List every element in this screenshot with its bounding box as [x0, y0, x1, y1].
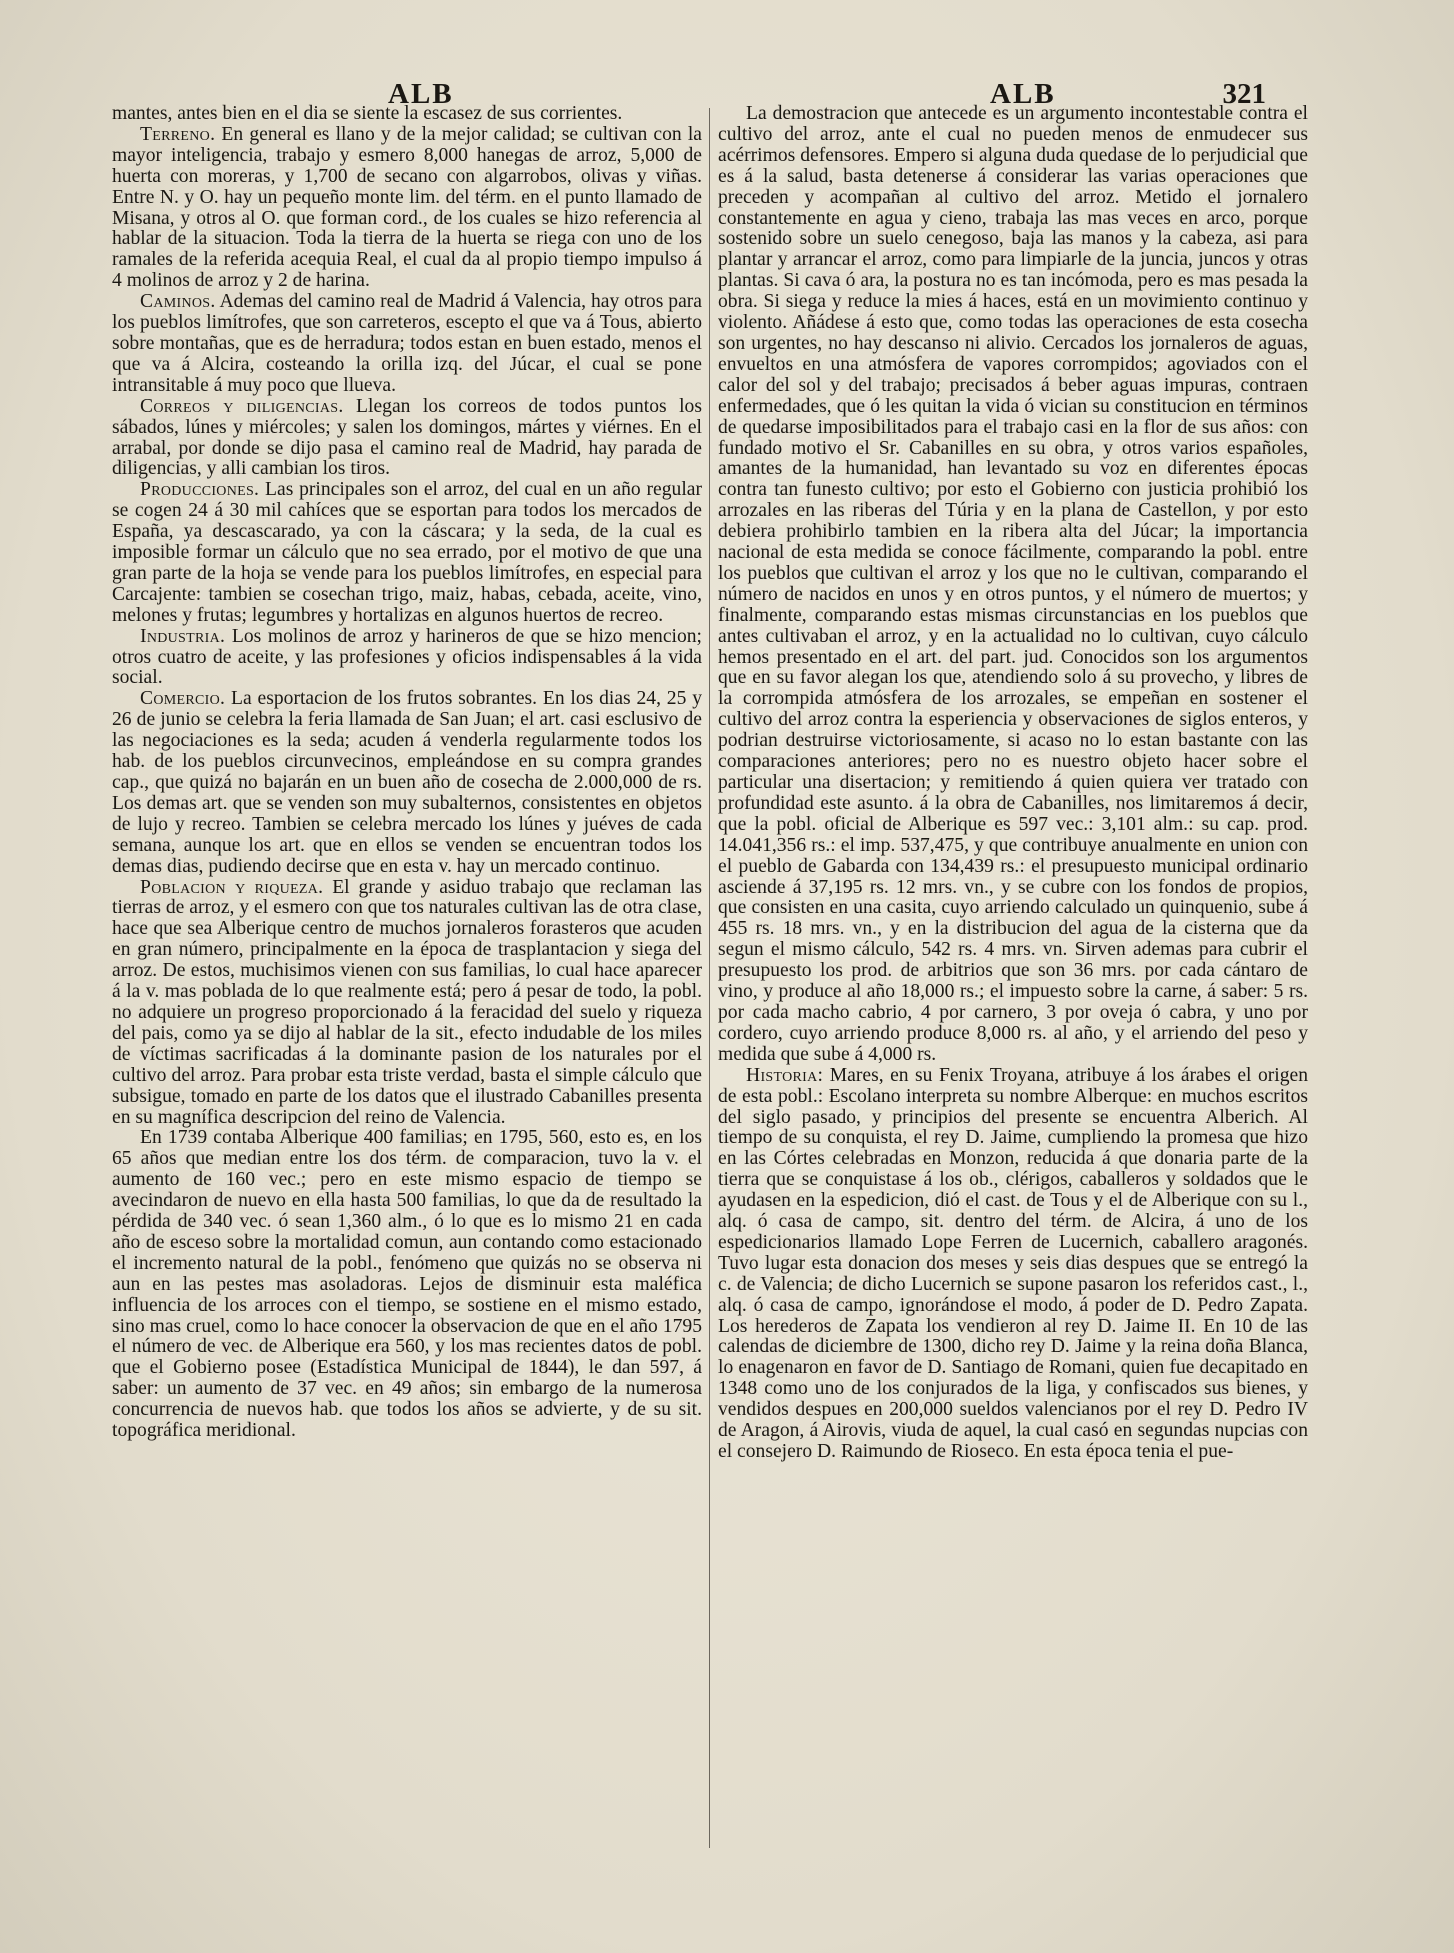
- paragraph: [112, 125, 702, 292]
- page-number: 321: [1222, 78, 1266, 110]
- paragraph-text: El grande y asiduo trabajo que reclaman las tierras de arroz, y el esmero con que tos naturales cultivan las de otra clase, hace que sea Alberique centro de muchos jornaleros forasteros que acuden en gran número, principalmente en la época de trasplantacion y siega del arroz. De estos, muchisimos vienen con sus familias, lo cual hace aparecer á la v. mas poblada de lo que realmente está; pero á pesar de todo, la pobl. no adquiere un progreso proporcionado á la feracidad del suelo y riqueza del pais, como ya se dijo al hablar de la sit., efecto indudable de los miles de víctimas sacrificadas á la dominante pasion de los naturales por el cultivo del arroz. Para probar esta triste verdad, basta el simple cálculo que subsigue, tomado en parte de los datos que el ilustrado Cabanilles presenta en su magnífica descripcion del reino de Valencia.: [112, 876, 702, 1128]
- right-column: [718, 104, 1308, 1463]
- paragraph: [112, 292, 702, 397]
- paragraph-text: Ademas del camino real de Madrid á Valencia, hay otros para los pueblos limítrofes, que son carreteros, escepto el que va á Tous, abierto sobre montañas, que es de herradura; todos estan en buen estado, menos el que va á Alcira, costeando la orilla izq. del Júcar, el cual se pone intransitable á muy poco que llueva.: [112, 291, 702, 396]
- paragraph: [112, 627, 702, 690]
- running-head-right: ALB: [990, 78, 1056, 110]
- paragraph-text: En general es llano y de la mejor calidad; se cultivan con la mayor inteligencia, trabajo y esmero 8,000 hanegas de arroz, 5,000 de huerta con moreras, y 1,700 de secano con algarrobos, olivas y viñas. Entre N. y O. hay un pequeño monte lim. del térm. en el punto llamado de Misana, y otros al O. que forman cord., de los cuales se hizo referencia al hablar de la situacion. Toda la tierra de la huerta se riega con uno de los ramales de la referida acequia Real, el cual da al propio tiempo impulso á 4 molinos de arroz y 2 de harina.: [112, 123, 702, 292]
- left-column: [112, 104, 702, 1442]
- section-heading: Terreno.: [140, 123, 216, 145]
- paragraph-text: La demostracion que antecede es un argumento incontestable contra el cultivo del arroz, ante el cual no pueden menos de enmudecer sus acérrimos defensores. Empero si alguna duda quedase de lo perjudicial que es á la salud, basta detenerse á considerar las varias operaciones que preceden y acompañan al cultivo del arroz. Metido el jornalero constantemente en agua y cieno, trabaja las mas veces en arco, porque sostenido sobre un suelo cenegoso, baja las manos y la cabeza, asi para plantar y arrancar el arroz, como para limpiarle de la juncia, juncos y otras plantas. Si cava ó ara, la postura no es tan incómoda, pero es mas pesada la obra. Si siega y reduce la mies á haces, está en un movimiento continuo y violento. Añádese á esto que, como todas las operaciones de esta cosecha son urgentes, no hay descanso ni alivio. Cercados los jornaleros de aguas, envueltos en una atmósfera de vapores corrompidos; agoviados con el calor del sol y del trabajo; precisados á beber aguas impuras, contraen enfermedades, que ó les quitan la vida ó vician su constitucion en términos de quedarse imposibilitados para el trabajo casi en la flor de sus años: con fundado motivo el Sr. Cabanilles en su obra, y otros varios españoles, amantes de la humanidad, han levantado su voz en diferentes épocas contra tan funesto cultivo; por esto el Gobierno con justicia prohibió los arrozales en las riberas del Túria y en la plana de Castellon, y por esto debiera prohibirlo tambien en la ribera alta del Júcar; la importancia nacional de esta medida se conoce fácilmente, comparando la pobl. entre los pueblos que cultivan el arroz y los que no le cultivan, comparando el número de nacidos en unos y en otros puntos, y el número de muertos; y finalmente, comparando estas mismas circunstancias en los pueblos que antes cultivaban el arroz, y en la actualidad no lo cultivan, cuyo cálculo hemos presentado en el art. del part. jud. Conocidos son los argumentos que en su favor alegan los que, atendiendo solo á su provecho, y libres de la corrompida atmósfera de los arrozales, se empeñan en sostener el cultivo del arroz contra la esperiencia y observaciones de siglos enteros, y podrian destruirse victoriosamente, si acaso no lo estan bastante con las comparaciones anteriores; pero no es nuestro objeto hacer sobre el particular una disertacion; y remitiendo á quien quiera ver tratado con profundidad este asunto. á la obra de Cabanilles, nos limitaremos á decir, que la pobl. oficial de Alberique es 597 vec.: 3,101 alm.: su cap. prod. 14.041,356 rs.: el imp. 537,475, y que contribuye anualmente en union con el pueblo de Gabarda con 134,439 rs.: el presupuesto municipal ordinario asciende á 37,195 rs. 12 mrs. vn., y se cubre con los fondos de propios, que consisten en una casita, cuyo arriendo calculado un quinquenio, sube á 455 rs. 18 mrs. vn., y en la distribucion del agua de la cisterna que da segun el mismo cálculo, 542 rs. 4 mrs. vn. Sirven ademas para cubrir el presupuesto los prod. de arbitrios que son 36 mrs. por cada cántaro de vino, y produce al año 18,000 rs.; el impuesto sobre la carne, á saber: 5 rs. por cada macho cabrio, 4 por carnero, 3 por oveja ó cabra, y uno por cordero, cuyo arriendo produce 8,000 rs. al año, y el arriendo del peso y medida que sube á 4,000 rs.: [718, 103, 1308, 1065]
- paragraph: [112, 480, 702, 626]
- paragraph-text: Llegan los correos de todos puntos los sábados, lúnes y miércoles; y salen los domingos, mártes y viérnes. En el arrabal, por donde se dijo pasa el camino real de Madrid, hay parada de diligencias, y alli cambian los tiros.: [112, 395, 702, 480]
- section-heading: Correos y diligencias.: [140, 395, 344, 417]
- section-heading: Industria.: [140, 625, 226, 647]
- paragraph: [718, 104, 1308, 1066]
- paragraph: [718, 1066, 1308, 1463]
- paragraph: [112, 104, 702, 125]
- paragraph-text: En 1739 contaba Alberique 400 familias; en 1795, 560, esto es, en los 65 años que median entre los dos térm. de comparacion, tuvo la v. el aumento de 160 vec.; pero en este mismo espacio de tiempo se avecindaron de nuevo en ella hasta 500 familias, lo que da de resultado la pérdida de 340 vec. ó sean 1,360 alm., ó lo que es lo mismo 21 en cada año de esceso sobre la mortalidad comun, aun contando como estacionado el incremento natural de la pobl., fenómeno que quizás no se observa ni aun en las pestes mas asoladoras. Lejos de disminuir esta maléfica influencia de los arroces con el tiempo, se sostiene en el mismo estado, sino mas cruel, como lo hace conocer la observacion de que en el año 1795 el número de vec. de Alberique era 560, y los mas recientes datos de pobl. que el Gobierno posee (Estadística Municipal de 1844), le dan 597, á saber: un aumento de 37 vec. en 49 años; sin embargo de la numerosa concurrencia de nuevos hab. que todos los años se advierte, y de su sit. topográfica meridional.: [112, 1127, 702, 1442]
- paragraph-text: La esportacion de los frutos sobrantes. En los dias 24, 25 y 26 de junio se celebra la feria llamada de San Juan; el art. casi esclusivo de las negociaciones es la seda; acuden á venderla regularmente todos los hab. de los pueblos circunvecinos, empleándose en su compra grandes cap., que quizá no bajarán en un buen año de cosecha de 2.000,000 de rs. Los demas art. que se venden son muy subalternos, consistentes en objetos de lujo y recreo. Tambien se celebra mercado los lúnes y juéves de cada semana, aunque los art. que en ellos se venden se encuentran todos los demas dias, pudiendo decirse que en esta v. hay un mercado continuo.: [112, 688, 702, 877]
- running-head-left: ALB: [388, 78, 454, 110]
- paragraph-text: Las principales son el arroz, del cual en un año regular se cogen 24 á 30 mil cahíces que se esportan para todos los mercados de España, ya descascarado, ya con la cáscara; y la seda, de la cual es imposible formar un cálculo que no sea errado, por el motivo de que una gran parte de la hoja se vende para los pueblos limítrofes, en especial para Carcajente: tambien se cosechan trigo, maiz, habas, cebada, aceite, vino, melones y frutas; legumbres y hortalizas en algunos huertos de recreo.: [112, 479, 702, 626]
- section-heading: Caminos.: [140, 291, 216, 313]
- paragraph-text: mantes, antes bien en el dia se siente la escasez de sus corrientes.: [112, 103, 623, 124]
- paragraph: [112, 689, 702, 877]
- section-heading: Historia:: [746, 1064, 824, 1086]
- paragraph: [112, 1128, 702, 1442]
- section-heading: Comercio.: [140, 688, 226, 710]
- paragraph-text: Los molinos de arroz y harineros de que se hizo mencion; otros cuatro de aceite, y las profesiones y oficios indispensables á la vida social.: [112, 625, 702, 689]
- column-divider: [709, 108, 710, 1848]
- section-heading: Poblacion y riqueza.: [140, 876, 324, 898]
- paragraph: [112, 397, 702, 481]
- section-heading: Producciones.: [140, 479, 260, 501]
- paragraph: [112, 878, 702, 1129]
- paragraph-text: Mares, en su Fenix Troyana, atribuye á los árabes el origen de esta pobl.: Escolano interpreta su nombre Alberque: en muchos escritos del siglo pasado, y principios del presente se encuentra Alberich. Al tiempo de su conquista, el rey D. Jaime, cumpliendo la promesa que hizo en las Córtes celebradas en Monzon, reducida á que donaria parte de la tierra que se conquistase á los ob., clérigos, caballeros y soldados que le ayudasen en la espedicion, dió el cast. de Tous y el de Alberique con su l., alq. ó casa de campo, sit. dentro del térm. de Alcira, á uno de los espedicionarios llamado Lope Ferren de Lucernich, caballero aragonés. Tuvo lugar esta donacion dos meses y seis dias despues que se entregó la c. de Valencia; de dicho Lucernich se supone pasaron los referidos cast., l., alq. ó casa de campo, ignorándose el modo, á poder de D. Pedro Zapata. Los herederos de Zapata los vendieron al rey D. Jaime II. En 10 de las calendas de diciembre de 1300, dicho rey D. Jaime y la reina doña Blanca, lo enagenaron en favor de D. Santiago de Romani, quien fue decapitado en 1348 como uno de los conjurados de la liga, y confiscados sus bienes, y vendidos despues en 200,000 sueldos valencianos por el rey D. Pedro IV de Aragon, á Airovis, viuda de aquel, la cual casó en segundas nupcias con el consejero D. Raimundo de Rioseco. En esta época tenia el pue-: [718, 1064, 1308, 1462]
